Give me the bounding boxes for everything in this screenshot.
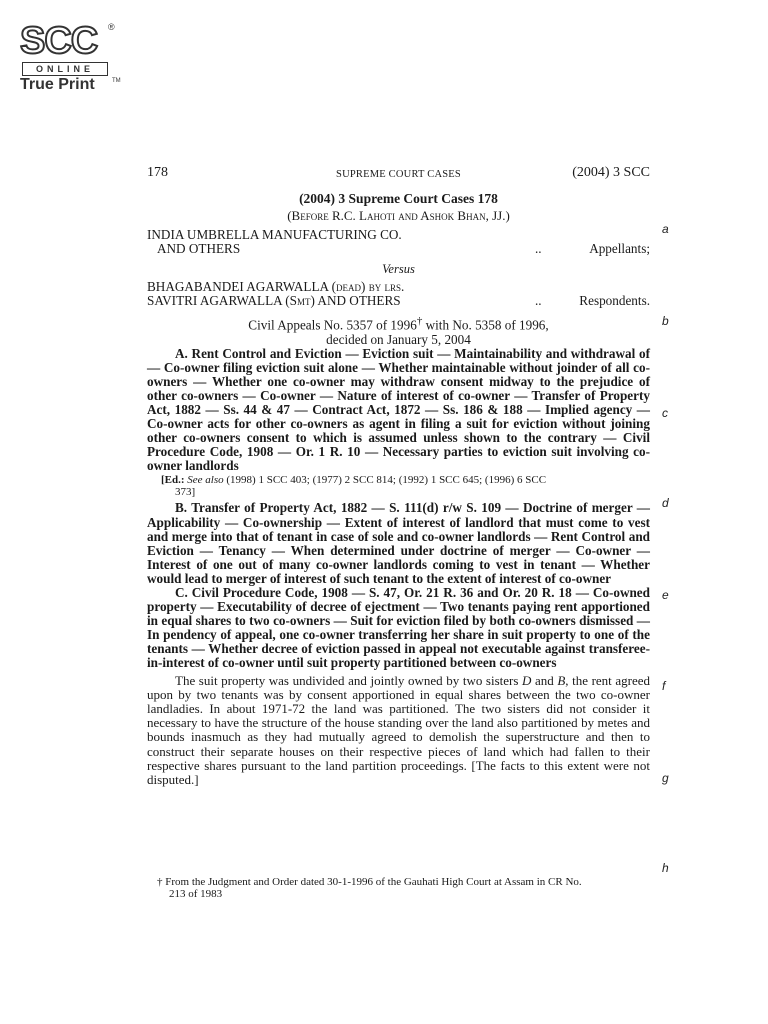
appeal-details [147, 314, 650, 347]
margin-letter-a: a [662, 222, 669, 236]
appeal-number: Civil Appeals No. 5357 of 1996† with No. 5358 of 1996, [248, 315, 549, 333]
versus: Versus [382, 261, 415, 276]
bench: (Before R.C. Lahoti and Ashok Bhan, JJ.) [287, 208, 510, 224]
logo-tagline: True Print [20, 76, 95, 93]
running-header [147, 166, 650, 186]
margin-letter-g: g [662, 771, 669, 785]
volume-citation: (2004) 3 SCC [572, 165, 650, 180]
respondent-line-1: BHAGABANDEI AGARWALLA (dead) by lrs. [147, 278, 405, 294]
footnote [157, 876, 652, 900]
appellants-block [147, 228, 650, 257]
page-number: 178 [147, 165, 168, 180]
appellant-line-2: AND OTHERS [157, 241, 241, 257]
respondents-block [147, 280, 650, 309]
document-page [147, 166, 650, 787]
headnote-b: B. Transfer of Property Act, 1882 — S. 111(d) r/w S. 109 — Doctrine of merger — Applicability — Co-ownership — Extent of interest of landlord that must come to vest and merge into that of tenant in case of sole and co-owner landlords — Rent Control and Eviction — Tenancy — When determined under doctrine of merger — Co-owner — Interest of one out of many co-owner landlords coming to vest in tenant — Whether would lead to merger of interest of such tenant to the extent of interest of co-owner [147, 500, 650, 586]
margin-letter-e: e [662, 588, 669, 602]
margin-letter-d: d [662, 496, 669, 510]
footnote-line-2: 213 of 1983 [169, 888, 223, 900]
margin-letter-f: f [662, 679, 666, 693]
facts-paragraph: The suit property was undivided and jointly owned by two sisters D and B, the rent agreed upon by two tenants was by consent apportioned in equal shares between the two co-owner landladies. In about 1971-72 the land was partitioned. The two sisters did not consider it necessary to have the structure of the house standing over the land also partitioned by metes and bounds inasmuch as they had mutually agreed to demolish the superstructure and then to construct their separate houses on their respective pieces of land which had fallen to their respective shares pursuant to the land partition proceedings. [The facts to this extent were not disputed.] [147, 673, 651, 787]
respondent-dots: .. [535, 292, 542, 308]
case-citation: (2004) 3 Supreme Court Cases 178 [299, 191, 498, 206]
appellants-role: Appellants; [589, 241, 650, 257]
decision-date: decided on January 5, 2004 [326, 331, 471, 347]
editor-note: [Ed.: See also (1998) 1 SCC 403; (1977) 2 SCC 814; (1992) 1 SCC 645; (1996) 6 SCC 373] [161, 474, 547, 499]
logo-registered-mark: ® [108, 22, 115, 32]
journal-name: SUPREME COURT CASES [336, 169, 461, 180]
headnote-a: A. Rent Control and Eviction — Eviction suit — Maintainability and withdrawal of — Co-owner filing eviction suit alone — Whether maintainable without joinder of all co-owners — Whether one co-owner may withdraw consent midway to the prejudice of other co-owners — Co-owner — Nature of interest of co-owner — Transfer of Property Act, 1882 — Ss. 44 & 47 — Contract Act, 1872 — Ss. 186 & 188 — Implied agency — Co-owner acts for other co-owners as agent in filing a suit for eviction without joining other co-owners consent to which is assumed unless shown to the contrary — Civil Procedure Code, 1908 — Or. 1 R. 10 — Necessary parties to eviction suit involving co-owner landlords [147, 346, 650, 474]
margin-letter-c: c [662, 406, 668, 420]
headnote-c: C. Civil Procedure Code, 1908 — S. 47, Or. 21 R. 36 and Or. 20 R. 18 — Co-owned property — Executability of decree of ejectment — Two tenants paying rent apportioned in equal shares to two co-owners — Suit for eviction filed by both co-owners dismissed — In pendency of appeal, one co-owner transferring her share in suit property to one of the tenants — Whether decree of eviction passed in appeal not executable against transferee-in-interest of co-owner until suit property partitioned between co-owners [147, 584, 650, 670]
respondents-role: Respondents. [579, 292, 650, 308]
respondent-line-2: SAVITRI AGARWALLA (Smt) AND OTHERS [147, 292, 401, 308]
margin-letter-b: b [662, 314, 669, 328]
footnote-line-1: † From the Judgment and Order dated 30-1-1996 of the Gauhati High Court at Assam in CR No. [157, 876, 582, 888]
appellant-dots: .. [535, 241, 542, 257]
logo-online-text: ONLINE [22, 62, 108, 76]
margin-letter-h: h [662, 861, 669, 875]
logo-trademark: TM [112, 78, 121, 84]
logo-brand: SCC [20, 20, 98, 62]
appellant-line-1: INDIA UMBRELLA MANUFACTURING CO. [147, 227, 402, 243]
scc-online-logo [18, 20, 121, 93]
dagger-footnote-ref: † [416, 315, 423, 328]
